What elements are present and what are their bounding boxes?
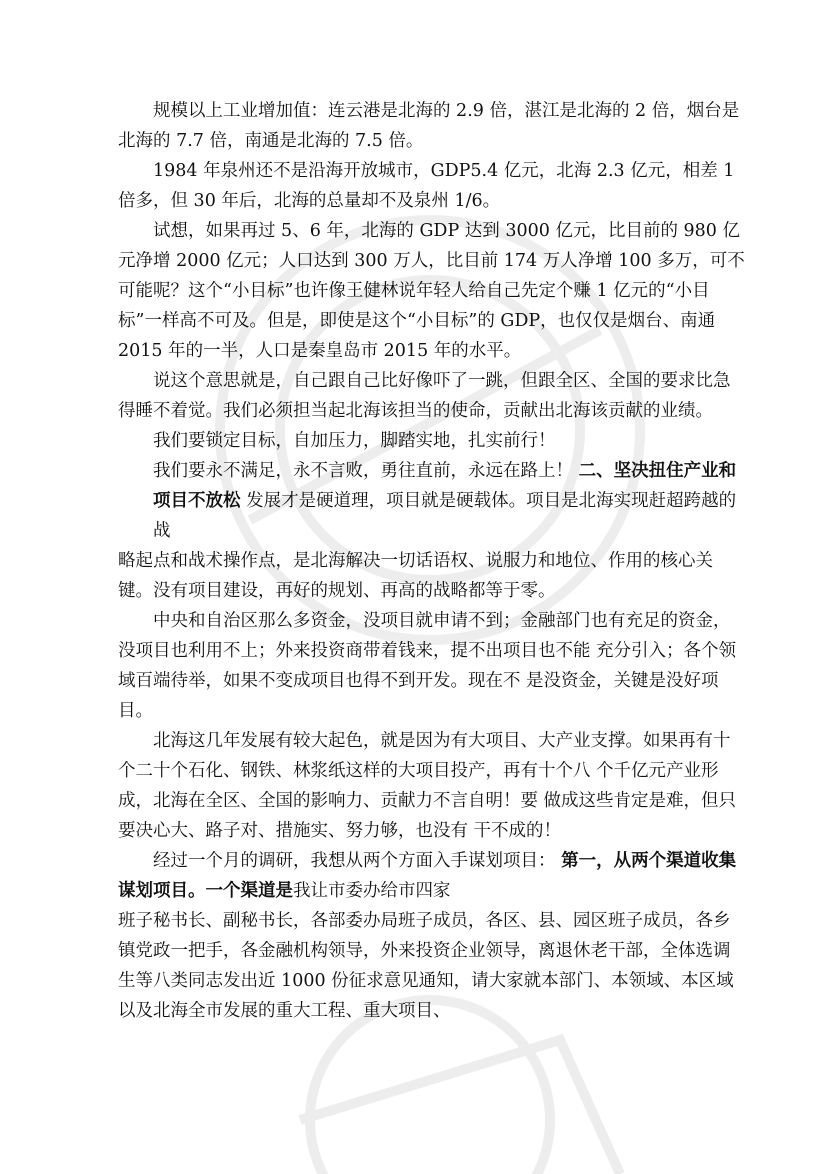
paragraph-never-satisfied-rest: 发展才是硬道理，项目就是硬载体。项目是北海实现赶超跨越的战 — [153, 491, 737, 541]
section-heading-projects: 二、坚决扭住产业和项目不放松 — [153, 461, 737, 511]
paragraph-research-text: 经过一个月的调研，我想从两个方面入手谋划项目： — [153, 851, 556, 871]
paragraph-research-rest: 我让市委办给市四家 — [293, 881, 451, 901]
paragraph-notification: 班子秘书长、副秘书长，各部委办局班子成员，各区、县、园区班子成员，各乡镇党政一把手，各金融机构领导，外来投资企业领导，离退休老干部，全体选调生等八类同志发出近 1000 份征求意见通知，请大家就本部门、本领域、本区域以及北海全市发展的重大工程、重大项目、 — [118, 911, 734, 1021]
paragraph-small-target: 试想，如果再过 5、6 年，北海的 GDP 达到 3000 亿元，比目前的 980 亿元净增 2000 亿元；人口达到 300 万人，比目前 174 万人净增 100 多万，可不可能呢？这个“小目标”也许像王健林说年轻人给自己先定个赚 1 亿元的“小目标”一样高不可及。但是，即使是这个“小目标”的 GDP，也仅仅是烟台、南通 2015 年的一半，人口是秦皇岛市 2015 年的水平。 — [118, 221, 745, 361]
paragraph-never-satisfied — [118, 456, 746, 546]
subsection-heading-channels: 第一，从两个渠道收集谋划项目。一个渠道是 — [118, 851, 737, 901]
paragraph-never-satisfied-text: 我们要永不满足，永不言败，勇往直前，永远在路上！ — [153, 461, 573, 481]
paragraph-strategy-start: 略起点和战术操作点，是北海解决一切话语权、说服力和地位、作用的核心关键。没有项目建设，再好的规划、再高的战略都等于零。 — [118, 551, 713, 601]
paragraph-funds: 中央和自治区那么多资金，没项目就申请不到；金融部门也有充足的资金，没项目也利用不上；外来投资商带着钱来，提不出项目也不能 充分引入；各个领域百端待举，如果不变成项目也得不到开发。现在不 是没资金，关键是没好项目。 — [118, 611, 737, 721]
paragraph-mission: 说这个意思就是，自己跟自己比好像吓了一跳，但跟全区、全国的要求比急得睡不着觉。我们必须担当起北海该担当的使命，贡献出北海该贡献的业绩。 — [118, 371, 731, 421]
paragraph-quanzhou-comparison: 1984 年泉州还不是沿海开放城市，GDP5.4 亿元，北海 2.3 亿元，相差 1 倍多，但 30 年后，北海的总量却不及泉州 1/6。 — [118, 161, 735, 211]
paragraph-lock-target: 我们要锁定目标，自加压力，脚踏实地，扎实前行！ — [153, 431, 556, 451]
paragraph-industrial-value: 规模以上工业增加值：连云港是北海的 2.9 倍，湛江是北海的 2 倍，烟台是北海的 7.7 倍，南通是北海的 7.5 倍。 — [118, 101, 740, 151]
document-body — [118, 96, 746, 1026]
paragraph-research — [118, 846, 746, 906]
paragraph-big-projects: 北海这几年发展有较大起色，就是因为有大项目、大产业支撑。如果再有十个二十个石化、钢铁、林浆纸这样的大项目投产，再有十个八 个千亿元产业形成，北海在全区、全国的影响力、贡献力不言自明！要 做成这些肯定是难，但只要决心大、路子对、措施实、努力够，也没有 干不成的！ — [118, 731, 737, 841]
